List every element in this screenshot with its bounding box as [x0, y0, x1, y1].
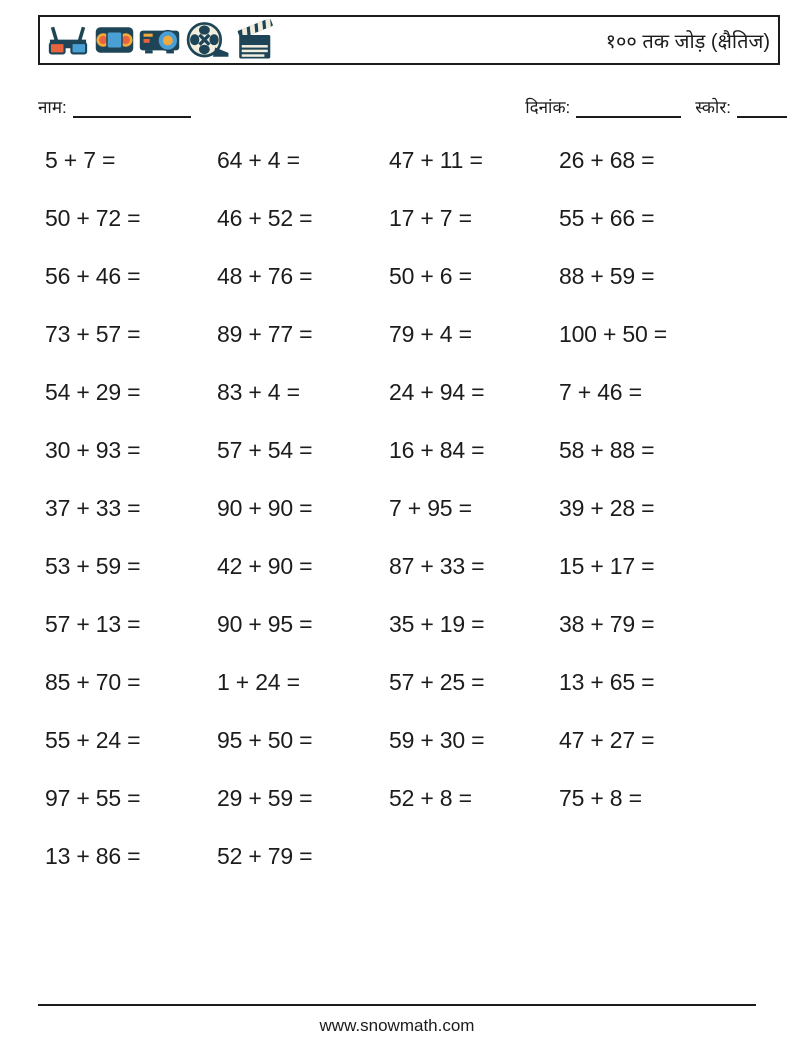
problem-cell: 50 + 72 = — [45, 204, 141, 231]
problem-cell: 64 + 4 = — [217, 146, 300, 173]
problem-cell: 30 + 93 = — [45, 436, 141, 463]
problem-cell: 17 + 7 = — [389, 204, 472, 231]
problem-cell: 16 + 84 = — [389, 436, 485, 463]
problem-cell: 85 + 70 = — [45, 668, 141, 695]
score-field — [695, 95, 787, 118]
3d-glasses-icon — [46, 25, 90, 56]
problem-cell: 48 + 76 = — [217, 262, 313, 289]
problem-cell: 52 + 8 = — [389, 784, 472, 811]
name-field — [38, 95, 191, 118]
problem-cell: 75 + 8 = — [559, 784, 642, 811]
problem-cell: 57 + 25 = — [389, 668, 485, 695]
problem-cell: 58 + 88 = — [559, 436, 655, 463]
problem-cell: 50 + 6 = — [389, 262, 472, 289]
problem-cell: 57 + 54 = — [217, 436, 313, 463]
problem-cell: 100 + 50 = — [559, 320, 667, 347]
problem-cell: 7 + 46 = — [559, 378, 642, 405]
fields-row — [38, 94, 787, 118]
problem-cell: 90 + 95 = — [217, 610, 313, 637]
worksheet-title: १०० तक जोड़ (क्षैतिज) — [605, 30, 770, 53]
problem-cell: 83 + 4 = — [217, 378, 300, 405]
clapperboard-icon — [235, 19, 277, 61]
problem-cell: 38 + 79 = — [559, 610, 655, 637]
problem-cell: 37 + 33 = — [45, 494, 141, 521]
date-blank-line — [576, 100, 681, 118]
problem-cell: 7 + 95 = — [389, 494, 472, 521]
problem-cell: 39 + 28 = — [559, 494, 655, 521]
problem-cell: 57 + 13 = — [45, 610, 141, 637]
problem-cell: 79 + 4 = — [389, 320, 472, 347]
problem-cell: 15 + 17 = — [559, 552, 655, 579]
problem-cell: 29 + 59 = — [217, 784, 313, 811]
problem-cell: 1 + 24 = — [217, 668, 300, 695]
problem-cell: 87 + 33 = — [389, 552, 485, 579]
problems-grid — [45, 131, 731, 885]
problem-cell: 89 + 77 = — [217, 320, 313, 347]
problem-cell: 73 + 57 = — [45, 320, 141, 347]
problem-cell: 90 + 90 = — [217, 494, 313, 521]
problem-cell: 13 + 86 = — [45, 842, 141, 869]
problem-cell: 13 + 65 = — [559, 668, 655, 695]
footer-divider — [38, 1004, 756, 1006]
projector-icon — [139, 25, 180, 56]
problem-cell: 88 + 59 = — [559, 262, 655, 289]
problem-cell: 97 + 55 = — [45, 784, 141, 811]
header-icons — [46, 19, 277, 61]
problem-cell: 55 + 66 = — [559, 204, 655, 231]
problem-cell: 42 + 90 = — [217, 552, 313, 579]
name-blank-line — [73, 100, 191, 118]
problem-cell: 26 + 68 = — [559, 146, 655, 173]
problem-cell: 5 + 7 = — [45, 146, 116, 173]
problem-cell: 56 + 46 = — [45, 262, 141, 289]
vhs-cassette-icon — [95, 24, 134, 56]
header — [38, 15, 780, 65]
problem-cell: 52 + 79 = — [217, 842, 313, 869]
date-field — [525, 95, 681, 118]
problem-cell: 35 + 19 = — [389, 610, 485, 637]
score-blank-line — [737, 100, 787, 118]
problem-cell: 46 + 52 = — [217, 204, 313, 231]
footer-url: www.snowmath.com — [319, 1016, 475, 1035]
problem-cell: 24 + 94 = — [389, 378, 485, 405]
problem-cell: 59 + 30 = — [389, 726, 485, 753]
problem-cell: 53 + 59 = — [45, 552, 141, 579]
name-label: नाम: — [38, 98, 67, 117]
problem-cell: 47 + 11 = — [389, 146, 483, 173]
problem-cell: 95 + 50 = — [217, 726, 313, 753]
problem-cell: 54 + 29 = — [45, 378, 141, 405]
score-label: स्कोर: — [695, 98, 731, 117]
date-label: दिनांक: — [525, 98, 571, 117]
problem-cell: 55 + 24 = — [45, 726, 141, 753]
film-reel-icon — [185, 21, 230, 60]
problem-cell: 47 + 27 = — [559, 726, 655, 753]
